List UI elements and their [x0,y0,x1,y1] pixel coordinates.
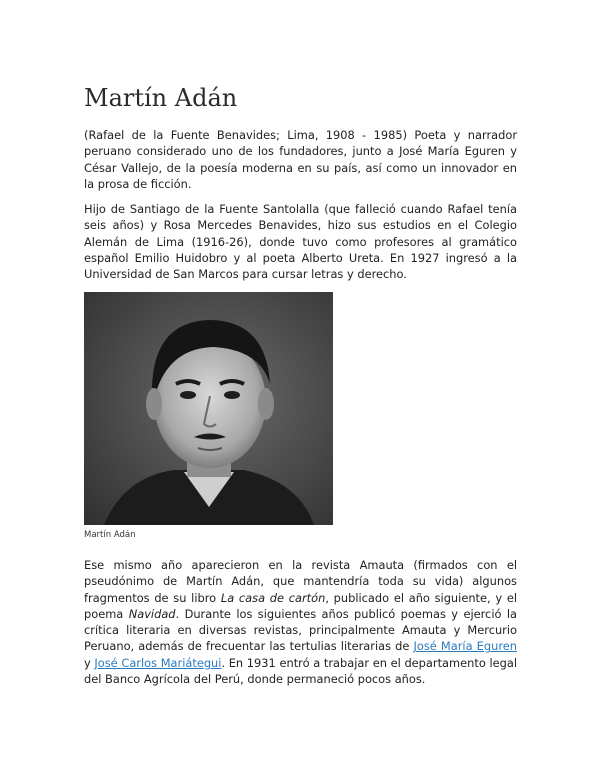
paragraph-text: . En 1931 entró a trabajar en el departamento legal del Banco Agrícola del Perú, donde permaneció pocos años. [84,655,517,687]
image-caption: Martín Adán [84,530,136,540]
paragraph-text: , publicado el año siguiente, y el poema [84,590,517,621]
book-title-italic: La casa de cartón [220,590,326,605]
portrait-photo [84,292,333,525]
paragraph-career [84,557,517,687]
paragraph-biography: Hijo de Santiago de la Fuente Santolalla (que falleció cuando Rafael tenía seis años) y Rosa Mercedes Benavides, hizo sus estudios en el Colegio Alemán de Lima (1916-26), donde tuvo como profesores al gramático español Emilio Huidobro y al poeta Alberto Ureta. En 1927 ingresó a la Universidad de San Marcos para cursar letras y derecho. [84,202,517,282]
paragraph-text: . Durante los siguientes años publicó poemas y ejerció la crítica literaria en diversas revistas, principalmente Amauta y Mercurio Peruano, además de frecuentar las tertulias literarias de [84,606,517,654]
link-jose-carlos-mariategui[interactable]: José Carlos Mariátegui [94,655,222,670]
paragraph-text: y [84,655,95,670]
paragraph-text: Ese mismo año aparecieron en la revista Amauta (firmados con el pseudónimo de Martín Adán, que mantendría toda su vida) algunos fragmentos de su libro [84,558,517,605]
poem-title-italic: Navidad [128,606,176,621]
paragraph-intro: (Rafael de la Fuente Benavides; Lima, 1908 - 1985) Poeta y narrador peruano considerado uno de los fundadores, junto a José María Eguren y César Vallejo, de la poesía moderna en su país, así como un innovador en la prosa de ficción. [84,128,517,191]
page-title: Martín Adán [84,84,238,112]
link-jose-maria-eguren[interactable]: José María Eguren [413,639,517,654]
